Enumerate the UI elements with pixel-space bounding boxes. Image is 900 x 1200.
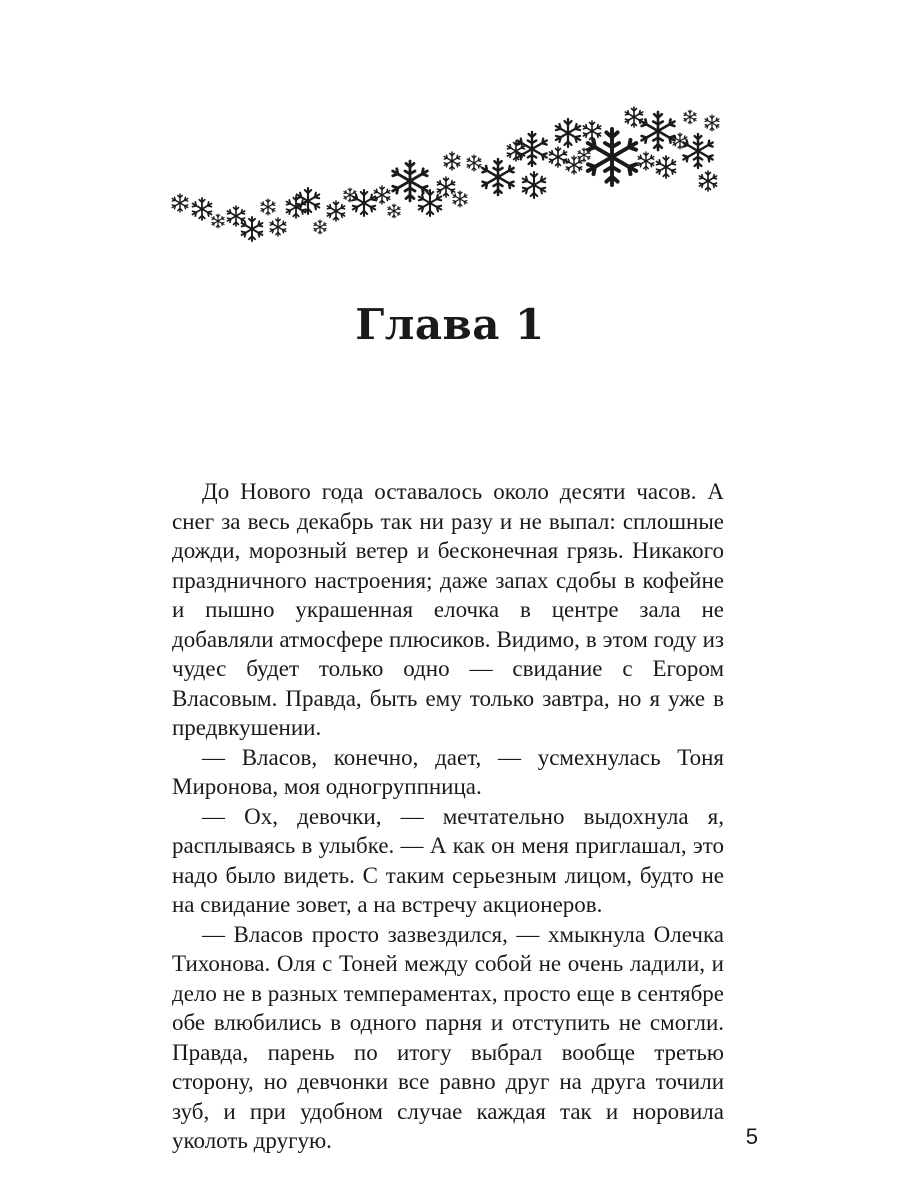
paragraph: До Нового года оставалось около десяти часов. А снег за весь декабрь так ни разу и не выпал: сплошные дожди, морозный ветер и бесконечная грязь. Никакого праздничного настроения; даже запах сдобы в кофейне и пышно украшенная елочка в центре зала не добавляли атмосфере плюсиков. Видимо, в этом году из чудес будет только одно — свидание с Егором Власовым. Правда, быть ему только завтра, но я уже в предвкушении. bbox=[172, 479, 724, 740]
snowflake-icon bbox=[549, 147, 566, 167]
snowflake-icon bbox=[556, 119, 580, 147]
snowflake-icon bbox=[353, 190, 376, 216]
page-number: 5 bbox=[745, 1124, 758, 1149]
snowflake-icon bbox=[261, 199, 275, 215]
snowflake-icon bbox=[482, 159, 513, 195]
snowflake-icon bbox=[684, 110, 696, 124]
snowflake-icon bbox=[327, 201, 344, 221]
snowflake-icon bbox=[453, 191, 467, 207]
snowflake-icon bbox=[437, 177, 454, 197]
snowflake-icon bbox=[583, 121, 600, 141]
snowflake-icon bbox=[444, 152, 460, 170]
paragraph: — Власов просто зазвездился, — хмыкнула Олечка Тихонова. Оля с Тоней между собой не очень ладили, и дело не в разных темпераментах, просто еще в сентябре обе влюбились в одного парня и отступить не смогли. Правда, парень по итогу выбрал вообще третью сторону, но девчонки все равно друг на друга точили зуб, и при удобном случае каждая так и норовила уколоть другую. bbox=[172, 921, 724, 1153]
snowflake-icon bbox=[683, 134, 712, 168]
snowflake-icon bbox=[467, 155, 481, 171]
snowflake-icon bbox=[374, 186, 390, 204]
snowflake-icon bbox=[314, 220, 326, 234]
snowflake-icon bbox=[588, 129, 636, 185]
snowflake-icon bbox=[638, 152, 654, 170]
snowflake-icon bbox=[192, 198, 211, 220]
snowflake-icon bbox=[419, 190, 442, 216]
snowflake-icon bbox=[705, 115, 719, 131]
snowflake-icon bbox=[242, 217, 263, 241]
chapter-title: Глава 1 bbox=[355, 300, 545, 349]
snowflake-icon bbox=[699, 171, 716, 191]
snowflake-icon bbox=[270, 218, 286, 236]
snowflake-icon bbox=[517, 132, 546, 166]
snowflake-icon bbox=[388, 204, 400, 218]
chapter-body bbox=[172, 477, 724, 1156]
snowflake-ornament bbox=[160, 95, 730, 255]
snowflake-icon bbox=[297, 188, 320, 214]
snowflake-icon bbox=[212, 214, 224, 228]
paragraph: — Ох, девочки, — мечтательно выдохнула я, расплываясь в улыбке. — А как он меня приглашал, это надо было видеть. С таким серьезным лицом, будто не на свидание зовет, а на встречу акционеров. bbox=[172, 803, 724, 917]
snowflake-icon bbox=[172, 194, 188, 212]
snowflake-icon bbox=[625, 107, 642, 127]
snowflake-icon bbox=[656, 156, 675, 178]
snowflake-icon bbox=[642, 112, 675, 150]
paragraph: — Власов, конечно, дает, — усмехнулась Тоня Миронова, моя одногруппница. bbox=[172, 744, 724, 799]
snowflake-icon bbox=[523, 172, 546, 198]
